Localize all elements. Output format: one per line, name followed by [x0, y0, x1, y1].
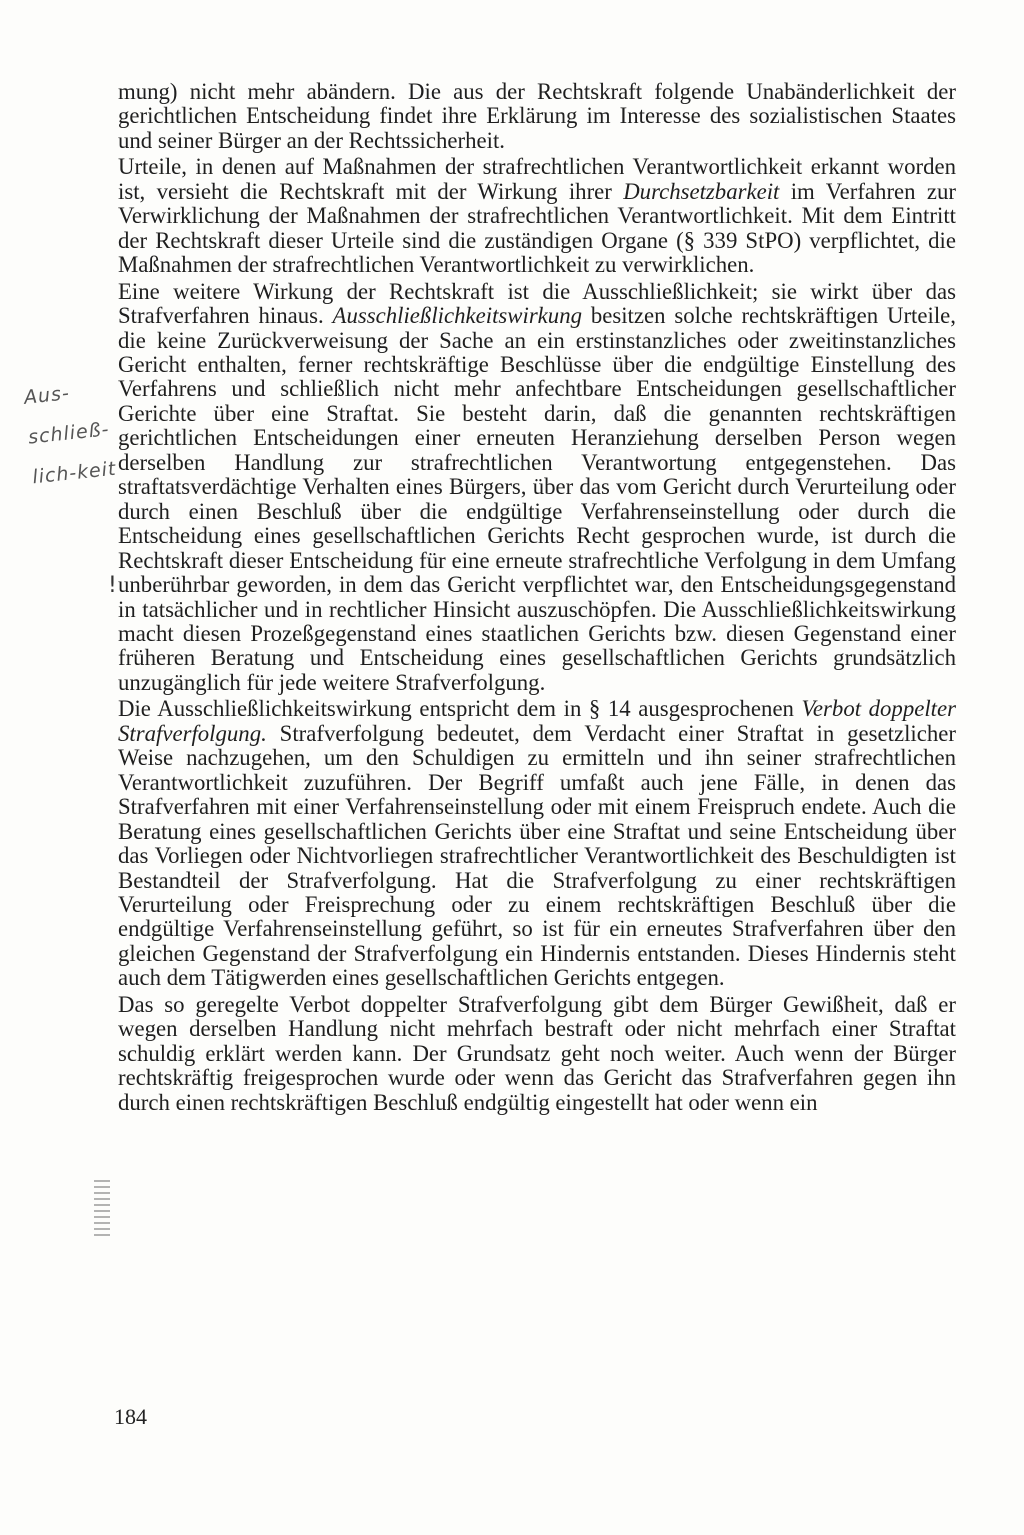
margin-exclamation-mark: ! [108, 573, 117, 598]
page-number: 184 [114, 1404, 147, 1429]
paragraph-1: mung) nicht mehr abändern. Die aus der Rechtskraft folgende Unabänderlichkeit der gerichtlichen Entscheidung findet ihre Erklärung im Interesse des sozialistischen Staates und seiner Bürger an der Rechtssicherheit. [118, 79, 956, 153]
paragraph-5: Das so geregelte Verbot doppelter Strafverfolgung gibt dem Bürger Gewißheit, daß er wegen derselben Handlung nicht mehrfach bestraft oder nicht mehrfach einer Straftat schuldig erklärt werden kann. Der Grundsatz geht noch weiter. Auch wenn der Bürger rechtskräftig freigesprochen wurde oder wenn das Gericht das Strafverfahren gegen ihn durch einen rechtskräftigen Beschluß endgültig eingestellt hat oder wenn ein [118, 991, 956, 1115]
paragraph-3-emphasis: Ausschließlichkeitswirkung [332, 303, 582, 329]
paragraph-3 [118, 280, 956, 696]
paragraph-4-emphasis: Verbot doppelter Strafverfolgung. [118, 696, 956, 746]
paragraph-3-text: Eine weitere Wirkung der Rechtskraft ist die Ausschließlichkeit; sie wirkt über das Strafverfahren hinaus. [118, 278, 956, 329]
body-text [118, 80, 956, 1117]
paragraph-2-text: Urteile, in denen auf Maßnahmen der strafrechtlichen Verantwortlichkeit erkannt worden ist, versieht die Rechtskraft mit der Wirkung ihrer [118, 154, 956, 204]
paragraph-4-text-end: Strafverfolgung bedeutet, dem Verdacht einer Straftat in gesetzlicher Weise nachzugehen, um den Schuldigen zu ermitteln und ihn seiner strafrechtlichen Verantwortlichkeit zuzuführen. Der Begriff umfaßt auch jene Fälle, in denen das Strafverfahren mit einer Verfahrenseinstellung oder mit einem Freispruch endete. Auch die Beratung eines gesellschaftlichen Gerichts über eine Straftat und seine Entscheidung über das Vorliegen oder Nichtvorliegen strafrechtlicher Verantwortlichkeit des Beschuldigten ist Bestandteil der Strafverfolgung. Hat die Strafverfolgung zu einer rechtskräftigen Verurteilung oder Freisprechung oder zu einem rechtskräftigen Beschluß über die endgültige Verfahrenseinstellung geführt, so ist für ein erneutes Strafverfahren über den gleichen Gegenstand der Strafverfolgung ein Hindernis entstanden. Dieses Hindernis steht auch dem Tätigwerden eines gesellschaftlichen Gerichts entgegen. [118, 720, 956, 991]
margin-pencil-mark [94, 1180, 110, 1240]
paragraph-4-text: Die Ausschließlichkeitswirkung entspricht dem in § 14 ausgesprochenen [118, 696, 802, 722]
paragraph-2-text-end: im Verfahren zur Verwirklichung der Maßnahmen der strafrechtlichen Verantwortlichkeit. Mit dem Eintritt der Rechtskraft dieser Urteile sind die zuständigen Organe (§ 339 StPO) verpflichtet, die Maßnahmen der strafrechtlichen Verantwortlichkeit zu verwirklichen. [118, 178, 956, 278]
paragraph-2 [118, 155, 956, 277]
paragraph-4 [118, 697, 956, 990]
paragraph-2-emphasis: Durchsetzbarkeit [623, 178, 780, 204]
handwritten-margin-note: Aus-schließ-lich-keit [22, 382, 118, 489]
paragraph-3-text-end: besitzen solche rechtskräftigen Urteile, die keine Zurückverweisung der Sache an ein erstinstanzliches oder zweitinstanzliches Gericht enthalten, ferner rechtskräftige Beschlüsse über die endgültige Einstellung des Verfahrens und schließlich nicht mehr anfechtbare Entscheidungen gesellschaftlicher Gerichte über eine Straftat. Sie besteht darin, daß die genannten rechtskräftigen gerichtlichen Entscheidungen einer erneuten Heranziehung derselben Person wegen derselben Handlung zur strafrechtlichen Verantwortung entgegenstehen. Das straftatsverdächtige Verhalten eines Bürgers, über das vom Gericht durch Verurteilung oder durch einen Beschluß über die endgültige Verfahrenseinstellung oder durch die Entscheidung eines gesellschaftlichen Gerichts Recht gesprochen wurde, ist durch die Rechtskraft dieser Entscheidung für eine erneute strafrechtliche Verfolgung in dem Umfang unberührbar geworden, in dem das Gericht verpflichtet war, den Entscheidungsgegenstand in tatsächlicher und in rechtlicher Hinsicht auszuschöpfen. Die Ausschließlichkeitswirkung macht diesen Prozeßgegenstand eines staatlichen Gerichts bzw. diesen Gegenstand einer früheren Beratung und Entscheidung eines gesellschaftlichen Gerichts grundsätzlich unzugänglich für jede weitere Strafverfolgung. [118, 303, 956, 695]
